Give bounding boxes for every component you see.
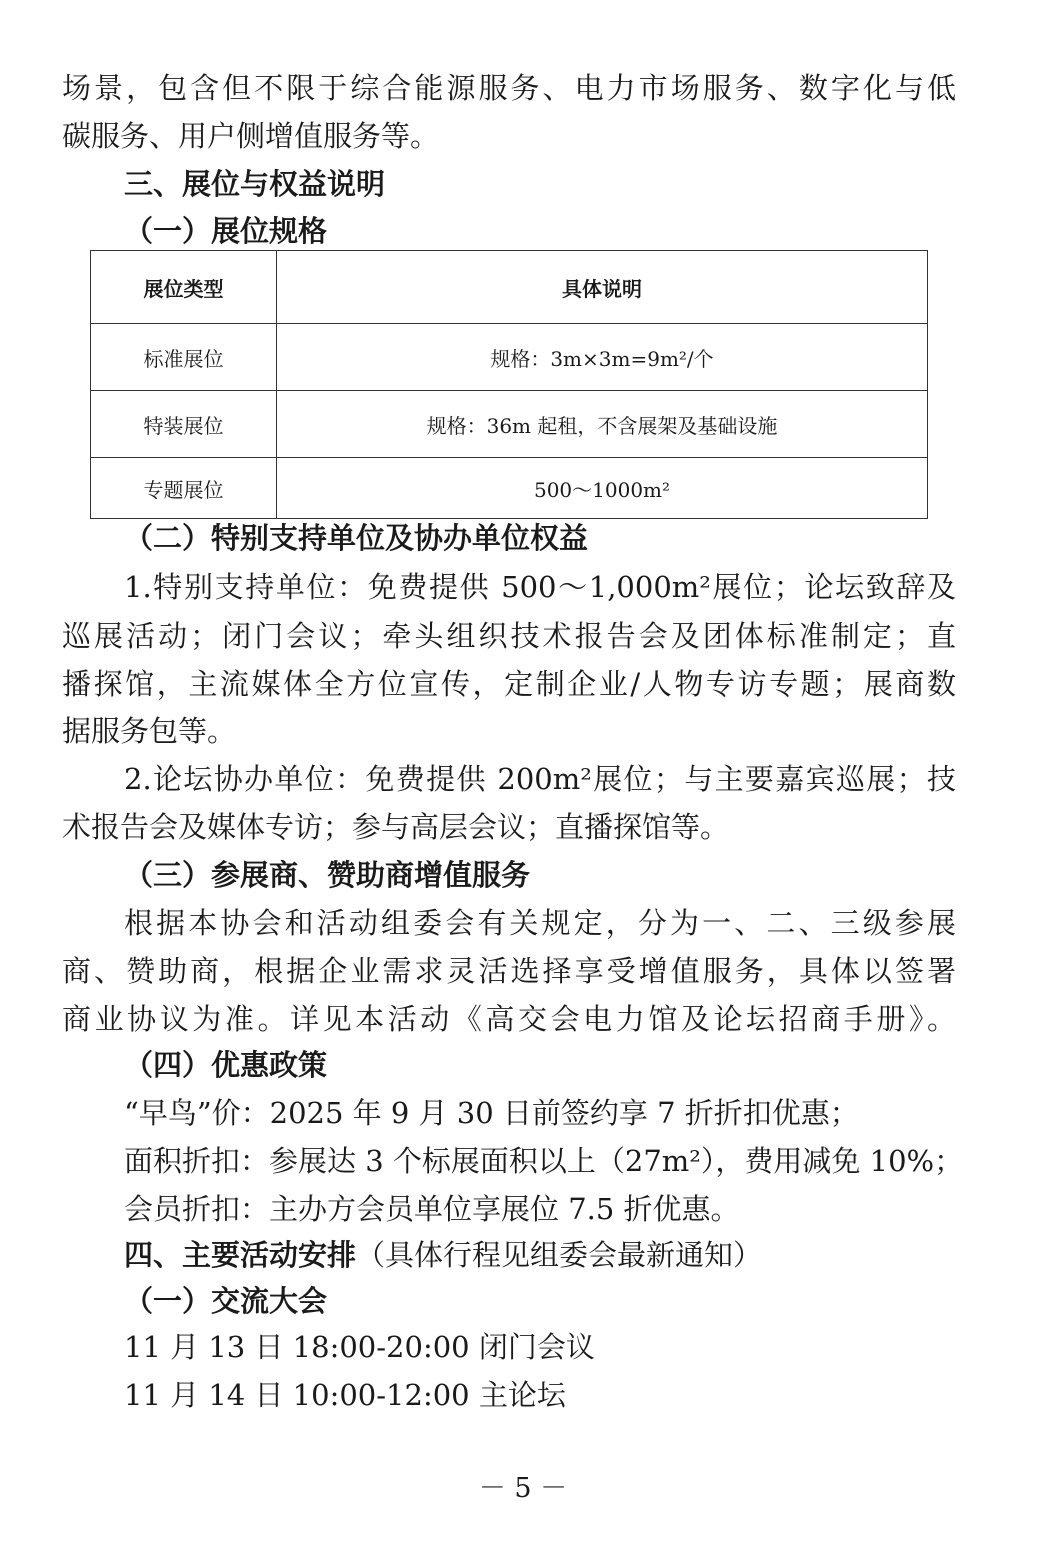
body-text-line: 商业协议为准。详见本活动《高交会电力馆及论坛招商手册》。 bbox=[62, 1002, 956, 1036]
body-text-line: 场景，包含但不限于综合能源服务、电力市场服务、数字化与低 bbox=[62, 71, 956, 105]
body-text-line: 据服务包等。 bbox=[62, 714, 237, 748]
subsection-heading: （三）参展商、赞助商增值服务 bbox=[124, 858, 531, 892]
subsection-heading: （二）特别支持单位及协办单位权益 bbox=[124, 521, 589, 555]
table-cell-type: 标准展位 bbox=[91, 324, 277, 391]
subsection-heading: （四）优惠政策 bbox=[124, 1048, 328, 1082]
body-text-line: 碳服务、用户侧增值服务等。 bbox=[62, 119, 440, 153]
subsection-heading: （一）展位规格 bbox=[124, 214, 328, 248]
page-number: － 5 － bbox=[478, 1473, 568, 1504]
policy-line: “早鸟”价：2025 年 9 月 30 日前签约享 7 折折扣优惠； bbox=[124, 1096, 859, 1130]
policy-line: 会员折扣：主办方会员单位享展位 7.5 折优惠。 bbox=[124, 1192, 740, 1226]
section-heading-line bbox=[124, 1231, 1024, 1279]
table-cell-type: 特装展位 bbox=[91, 391, 277, 458]
section-heading: 三、展位与权益说明 bbox=[124, 167, 386, 201]
body-text-line: 2.论坛协办单位：免费提供 200m²展位；与主要嘉宾巡展；技 bbox=[124, 762, 956, 796]
table-header-cell: 展位类型 bbox=[91, 251, 277, 324]
body-text-line: 1.特别支持单位：免费提供 500～1,000m²展位；论坛致辞及 bbox=[124, 570, 956, 604]
body-text-line: 术报告会及媒体专访；参与高层会议；直播探馆等。 bbox=[62, 810, 730, 844]
table-cell-desc: 规格：36m 起租，不含展架及基础设施 bbox=[277, 391, 928, 458]
body-text-line: 根据本协会和活动组委会有关规定，分为一、二、三级参展 bbox=[124, 906, 956, 940]
table-header-row bbox=[91, 251, 928, 324]
table-row bbox=[91, 324, 928, 391]
table-row bbox=[91, 391, 928, 458]
section-heading: 四、主要活动安排 bbox=[124, 1238, 357, 1272]
section-heading-note: （具体行程见组委会最新通知） bbox=[356, 1238, 763, 1272]
table-cell-desc: 规格：3m×3m=9m²/个 bbox=[277, 324, 928, 391]
body-text-line: 巡展活动；闭门会议；牵头组织技术报告会及团体标准制定；直 bbox=[62, 619, 956, 653]
table-cell-type: 专题展位 bbox=[91, 458, 277, 519]
table-cell-desc: 500～1000m² bbox=[277, 458, 928, 519]
subsection-heading: （一）交流大会 bbox=[124, 1284, 328, 1318]
body-text-line: 播探馆，主流媒体全方位宣传，定制企业/人物专访专题；展商数 bbox=[62, 667, 956, 701]
schedule-line: 11 月 14 日 10:00-12:00 主论坛 bbox=[124, 1378, 566, 1412]
table-row bbox=[91, 458, 928, 519]
booth-spec-table bbox=[90, 250, 928, 519]
policy-line: 面积折扣：参展达 3 个标展面积以上（27m²），费用减免 10%； bbox=[124, 1144, 964, 1178]
body-text-line: 商、赞助商，根据企业需求灵活选择享受增值服务，具体以签署 bbox=[62, 954, 956, 988]
schedule-line: 11 月 13 日 18:00-20:00 闭门会议 bbox=[124, 1330, 595, 1364]
table-header-cell: 具体说明 bbox=[277, 251, 928, 324]
